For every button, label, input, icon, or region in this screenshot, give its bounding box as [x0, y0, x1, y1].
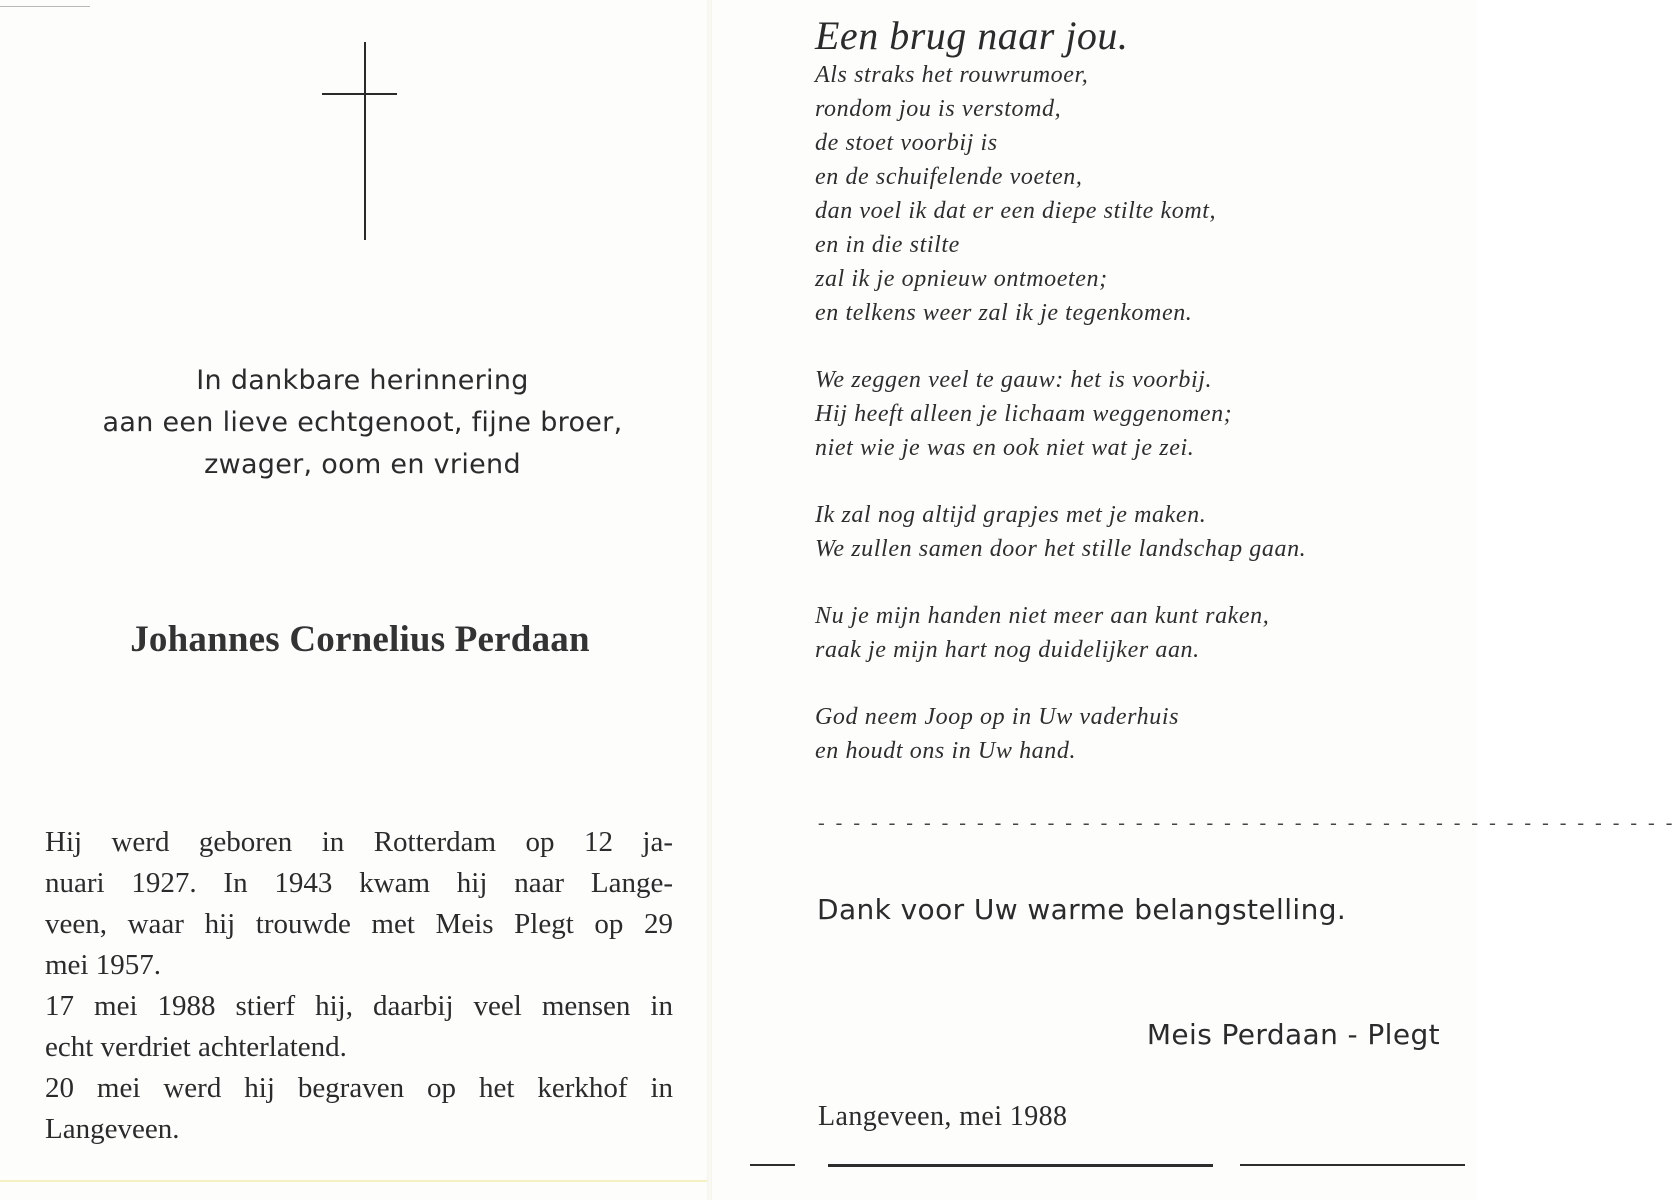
poem-line: We zeggen veel te gauw: het is voorbij.	[815, 367, 1213, 393]
poem-line: raak je mijn hart nog duidelijker aan.	[815, 637, 1200, 663]
biography-line: Hij werd geboren in Rotterdam op 12 ja-	[45, 826, 673, 858]
dedication-line: In dankbare herinnering	[196, 365, 529, 396]
poem-line: dan voel ik dat er een diepe stilte komt,	[815, 198, 1217, 224]
poem-stanza	[815, 498, 1435, 566]
poem-title: Een brug naar jou.	[815, 13, 1129, 58]
dedication-line: aan een lieve echtgenoot, fijne broer,	[102, 407, 623, 438]
poem-line: rondom jou is verstomd,	[815, 96, 1062, 122]
biography-line: nuari 1927. In 1943 kwam hij naar Lange-	[45, 867, 673, 899]
dashed-separator: - - - - - - - - - - - - - - - - - - - - - - - - - - - - - - - - - - - - - - - - - - - - - - - - -	[818, 812, 1675, 834]
poem-line: en telkens weer zal ik je tegenkomen.	[815, 300, 1193, 326]
dedication	[60, 360, 665, 486]
poem-line: en de schuifelende voeten,	[815, 164, 1083, 190]
biography-line: 17 mei 1988 stierf hij, daarbij veel mensen in	[45, 990, 673, 1022]
left-page	[0, 0, 708, 1200]
biography-line: mei 1957.	[45, 949, 161, 981]
biography-line: veen, waar hij trouwde met Meis Plegt op 29	[45, 908, 673, 940]
poem-stanza	[815, 58, 1435, 330]
poem-line: de stoet voorbij is	[815, 130, 998, 156]
thanks-note: Dank voor Uw warme belangstelling.	[817, 893, 1347, 926]
dedication-line: zwager, oom en vriend	[204, 449, 521, 480]
poem-line: Hij heeft alleen je lichaam weggenomen;	[815, 401, 1233, 427]
poem-stanza	[815, 599, 1435, 667]
place-date: Langeveen, mei 1988	[818, 1101, 1068, 1132]
biography	[45, 822, 673, 1150]
biography-line: echt verdriet achterlatend.	[45, 1031, 347, 1063]
poem-line: God neem Joop op in Uw vaderhuis	[815, 704, 1180, 730]
signature: Meis Perdaan - Plegt	[1146, 1018, 1440, 1051]
poem-line: niet wie je was en ook niet wat je zei.	[815, 435, 1195, 461]
poem-line: en in die stilte	[815, 232, 960, 258]
poem	[815, 58, 1435, 801]
poem-line: Nu je mijn handen niet meer aan kunt raken,	[815, 603, 1270, 629]
poem-line: en houdt ons in Uw hand.	[815, 738, 1077, 764]
poem-line: zal ik je opnieuw ontmoeten;	[815, 266, 1108, 292]
biography-line: Langeveen.	[45, 1113, 180, 1145]
poem-stanza	[815, 363, 1435, 465]
biography-line: 20 mei werd hij begraven op het kerkhof in	[45, 1072, 673, 1104]
poem-line: Ik zal nog altijd grapjes met je maken.	[815, 502, 1207, 528]
top-edge-line	[0, 6, 90, 7]
deceased-name: Johannes Cornelius Perdaan	[130, 619, 590, 660]
poem-line: Als straks het rouwrumoer,	[815, 62, 1089, 88]
poem-line: We zullen samen door het stille landschap gaan.	[815, 536, 1307, 562]
poem-stanza	[815, 700, 1435, 768]
bottom-edge	[0, 1180, 708, 1182]
